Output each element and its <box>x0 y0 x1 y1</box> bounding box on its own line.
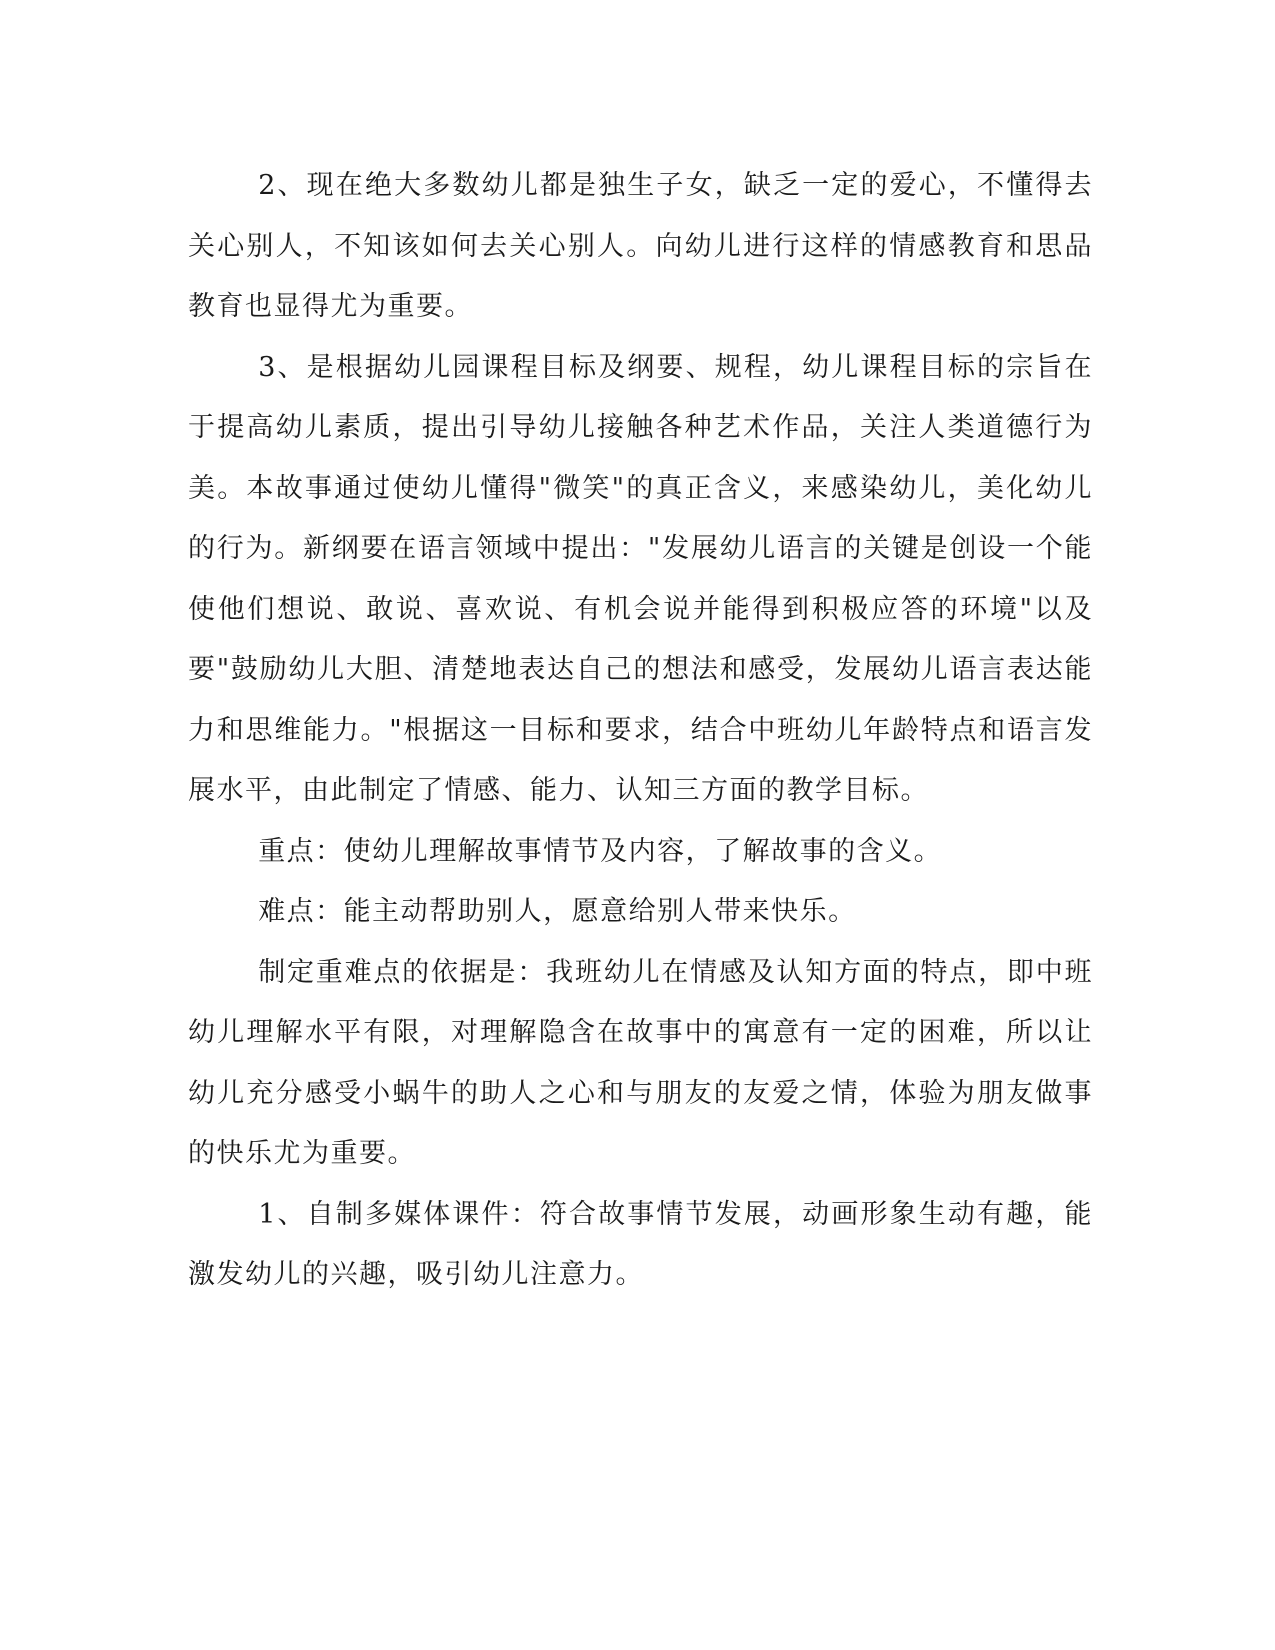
paragraph-key-point: 重点：使幼儿理解故事情节及内容，了解故事的含义。 <box>258 835 943 867</box>
paragraph-difficulty: 难点：能主动帮助别人，愿意给别人带来快乐。 <box>258 896 857 927</box>
paragraph-basis: 制定重难点的依据是：我班幼儿在情感及认知方面的特点，即中班幼儿理解水平有限，对理解隐含在故事中的寓意有一定的困难，所以让幼儿充分感受小蜗牛的助人之心和与朋友的友爱之情，体验为朋友做事的快乐尤为重要。 <box>188 956 1093 1169</box>
paragraph-courseware: 1、自制多媒体课件：符合故事情节发展，动画形象生动有趣，能激发幼儿的兴趣，吸引幼儿注意力。 <box>188 1198 1093 1290</box>
document-body <box>188 156 1093 1306</box>
paragraph-reason-3: 3、是根据幼儿园课程目标及纲要、规程，幼儿课程目标的宗旨在于提高幼儿素质，提出引导幼儿接触各种艺术作品，关注人类道德行为美。本故事通过使幼儿懂得"微笑"的真正含义，来感染幼儿，美化幼儿的行为。新纲要在语言领域中提出："发展幼儿语言的关键是创设一个能使他们想说、敢说、喜欢说、有机会说并能得到积极应答的环境"以及要"鼓励幼儿大胆、清楚地表达自己的想法和感受，发展幼儿语言表达能力和思维能力。"根据这一目标和要求，结合中班幼儿年龄特点和语言发展水平，由此制定了情感、能力、认知三方面的教学目标。 <box>188 351 1093 806</box>
paragraph-reason-2: 2、现在绝大多数幼儿都是独生子女，缺乏一定的爱心，不懂得去关心别人，不知该如何去关心别人。向幼儿进行这样的情感教育和思品教育也显得尤为重要。 <box>188 170 1093 322</box>
